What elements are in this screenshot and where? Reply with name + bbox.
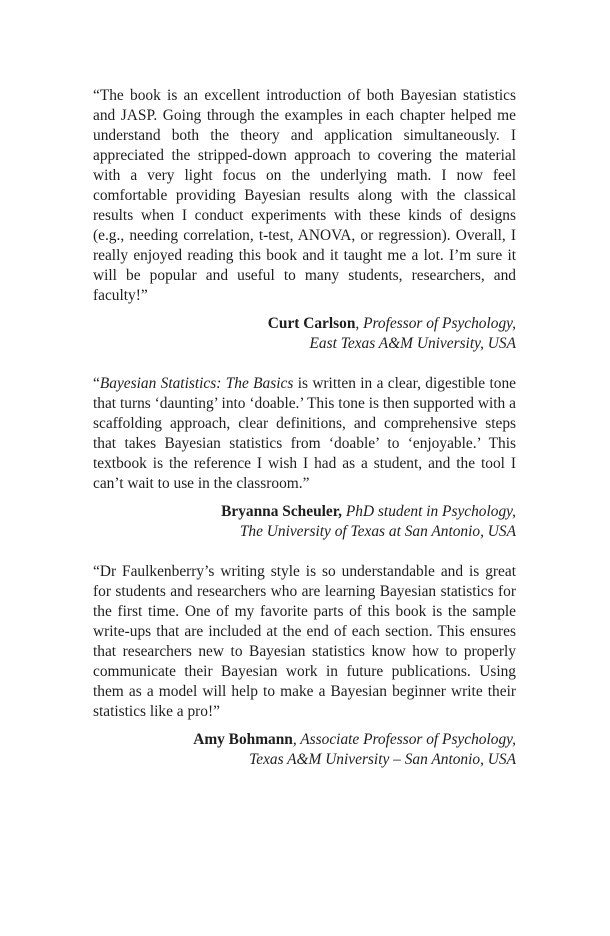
quote-body: is written in a clear, digestible tone that turns ‘daunting’ into ‘doable.’ This tone is then supported with a scaffolding approach, clear definitions, and comprehensive steps that takes Bayesian statistics from ‘doable’ to ‘enjoyable.’ This textbook is the reference I wish I had as a student, and the tool I can’t wait to use in the classroom.”: [93, 375, 516, 492]
testimonial-quote: “Dr Faulkenberry’s writing style is so understandable and is great for students and researchers who are learning Bayesian statistics for the first time. One of my favorite parts of this book is the sample write-ups that are included at the end of each section. This ensures that researchers new to Bayesian statistics know how to properly communicate their Bayesian work in future publications. Using them as a model will help to make a Bayesian beginner write their statistics like a pro!”: [93, 563, 516, 720]
testimonial-2: [93, 374, 516, 542]
testimonial-attribution: [93, 502, 516, 542]
reviewer-name: Bryanna Scheuler,: [221, 503, 343, 520]
testimonial-1: [93, 86, 516, 354]
reviewer-role: , Associate Professor of Psychology,: [292, 731, 516, 748]
book-title: Bayesian Statistics: The Basics: [99, 375, 294, 392]
quote-open-mark: “: [93, 375, 100, 392]
testimonial-attribution: [93, 314, 516, 354]
reviewer-institution: The University of Texas at San Antonio, USA: [239, 523, 516, 540]
testimonial-3: [93, 562, 516, 770]
reviewer-role: , Professor of Psychology,: [355, 315, 516, 332]
reviewer-institution: Texas A&M University – San Antonio, USA: [249, 751, 516, 768]
reviewer-name: Curt Carlson: [267, 315, 356, 332]
testimonial-attribution: [93, 730, 516, 770]
reviewer-role: PhD student in Psychology,: [342, 503, 516, 520]
testimonial-quote: “The book is an excellent introduction of both Bayesian statistics and JASP. Going through the examples in each chapter helped me understand both the theory and application simultaneously. I appreciated the stripped-down approach to covering the material with a very light focus on the underlying math. I now feel comfortable providing Bayesian results along with the classical results when I conduct experiments with these kinds of designs (e.g., needing correlation, t-test, ANOVA, or regression). Overall, I really enjoyed reading this book and it taught me a lot. I’m sure it will be popular and useful to many students, researchers, and faculty!”: [93, 87, 516, 304]
reviewer-name: Amy Bohmann: [193, 731, 293, 748]
testimonials-page: [93, 86, 516, 790]
reviewer-institution: East Texas A&M University, USA: [309, 335, 516, 352]
testimonial-quote: [93, 374, 516, 494]
